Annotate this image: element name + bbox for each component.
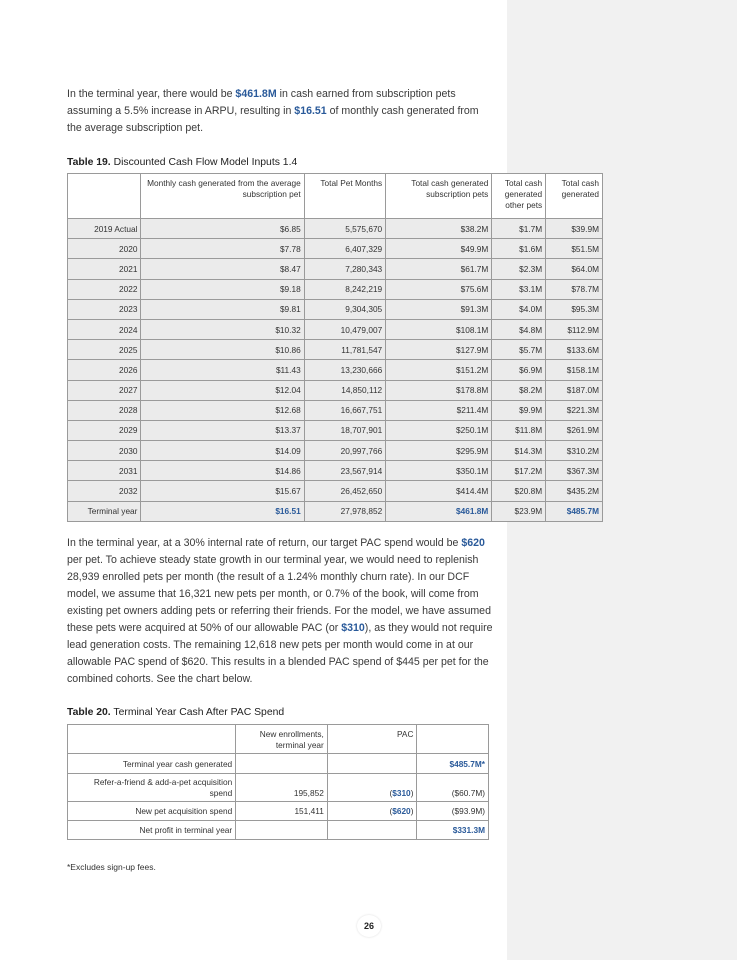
cell-cash-other: $11.8M <box>492 420 546 440</box>
cell-cash-sub: $151.2M <box>386 360 492 380</box>
cell-cash-other: $3.1M <box>492 279 546 299</box>
cell-cash-sub: $295.9M <box>386 441 492 461</box>
cell-cash-other: $8.2M <box>492 380 546 400</box>
cell-total: $485.7M* <box>417 754 489 774</box>
cell-pet-months: 7,280,343 <box>304 259 385 279</box>
cell-cash-other: $4.8M <box>492 319 546 339</box>
cell-pet-months: 27,978,852 <box>304 501 385 521</box>
cell-pet-months: 10,479,007 <box>304 319 385 339</box>
cell-enrollments: 195,852 <box>236 774 328 802</box>
cell-year: 2027 <box>68 380 141 400</box>
cell-total-cash: $485.7M <box>546 501 603 521</box>
header-label <box>68 725 236 754</box>
pac-text-2: per pet. To achieve steady state growth in our terminal year, we would need to replenish 28,939 enrolled pets per month (the result of a 1.24% monthly churn rate). In our DCF model, we assume that 16,321 new pets per month, or 0.7% of the book, will come from existing pet owners adding pets or referring their friends. For the model, we have assumed these pets were acquired at 50% of our allowable PAC (or <box>67 554 491 634</box>
table-row <box>68 219 603 239</box>
table19-caption-text: Discounted Cash Flow Model Inputs 1.4 <box>110 157 298 168</box>
cell-monthly-cash: $9.18 <box>141 279 304 299</box>
pac-value: $620 <box>392 806 411 816</box>
cell-year: 2030 <box>68 441 141 461</box>
header-total-cash: Total cash generated <box>546 174 603 219</box>
cell-year: 2024 <box>68 319 141 339</box>
cell-cash-sub: $49.9M <box>386 239 492 259</box>
row-label: New pet acquisition spend <box>68 802 236 821</box>
cell-monthly-cash: $16.51 <box>141 501 304 521</box>
cell-cash-other: $20.8M <box>492 481 546 501</box>
table-row <box>68 461 603 481</box>
pac-paragraph <box>67 535 493 688</box>
pac-highlight-310: $310 <box>341 622 365 634</box>
table-header-row <box>68 174 603 219</box>
header-monthly-cash: Monthly cash generated from the average subscription pet <box>141 174 304 219</box>
intro-highlight-cash: $461.8M <box>235 88 277 100</box>
cell-cash-sub: $414.4M <box>386 481 492 501</box>
cell-year: 2022 <box>68 279 141 299</box>
cell-monthly-cash: $6.85 <box>141 219 304 239</box>
table-row <box>68 380 603 400</box>
table-row <box>68 774 489 802</box>
cell-year: 2026 <box>68 360 141 380</box>
cell-total-cash: $435.2M <box>546 481 603 501</box>
table-row <box>68 481 603 501</box>
intro-text-1: In the terminal year, there would be <box>67 88 236 100</box>
cell-pet-months: 11,781,547 <box>304 340 385 360</box>
cell-monthly-cash: $10.32 <box>141 319 304 339</box>
table-row <box>68 360 603 380</box>
cell-pac: ($310) <box>327 774 417 802</box>
cell-cash-sub: $91.3M <box>386 299 492 319</box>
cell-total: ($60.7M) <box>417 774 489 802</box>
cell-enrollments <box>236 754 328 774</box>
cell-cash-sub: $211.4M <box>386 400 492 420</box>
cell-year: 2032 <box>68 481 141 501</box>
header-cash-sub-pets: Total cash generated subscription pets <box>386 174 492 219</box>
cell-monthly-cash: $14.86 <box>141 461 304 481</box>
cell-monthly-cash: $14.09 <box>141 441 304 461</box>
table-row <box>68 821 489 840</box>
cell-year: Terminal year <box>68 501 141 521</box>
table-row <box>68 239 603 259</box>
cell-pet-months: 6,407,329 <box>304 239 385 259</box>
header-new-enrollments: New enrollments, terminal year <box>236 725 328 754</box>
cell-year: 2019 Actual <box>68 219 141 239</box>
cell-pac: ($620) <box>327 802 417 821</box>
cell-total-cash: $95.3M <box>546 299 603 319</box>
row-label: Terminal year cash generated <box>68 754 236 774</box>
cell-total-cash: $158.1M <box>546 360 603 380</box>
cell-pet-months: 16,667,751 <box>304 400 385 420</box>
cell-year: 2029 <box>68 420 141 440</box>
cell-monthly-cash: $9.81 <box>141 299 304 319</box>
cell-cash-sub: $461.8M <box>386 501 492 521</box>
table-row <box>68 400 603 420</box>
table-row <box>68 340 603 360</box>
table-row <box>68 299 603 319</box>
page-number: 26 <box>357 915 381 937</box>
pac-value: $310 <box>392 788 411 798</box>
row-label: Refer-a-friend & add-a-pet acquisition spend <box>68 774 236 802</box>
pac-text-3: ), as they would not require lead generation costs. The remaining 12,618 new pets per month would come in at our allowable PAC spend of $620. This results in a blended PAC spend of $445 per pet for the combined cohorts. See the chart below. <box>67 622 493 685</box>
cell-year: 2025 <box>68 340 141 360</box>
cell-total: ($93.9M) <box>417 802 489 821</box>
intro-text-3: of monthly cash generated from the average subscription pet. <box>67 105 479 134</box>
cell-monthly-cash: $12.68 <box>141 400 304 420</box>
table-row <box>68 754 489 774</box>
cell-total-cash: $112.9M <box>546 319 603 339</box>
cell-monthly-cash: $13.37 <box>141 420 304 440</box>
cell-total-cash: $78.7M <box>546 279 603 299</box>
header-pac: PAC <box>327 725 417 754</box>
pac-text-1: In the terminal year, at a 30% internal rate of return, our target PAC spend would be <box>67 537 462 549</box>
cell-pet-months: 5,575,670 <box>304 219 385 239</box>
cell-monthly-cash: $11.43 <box>141 360 304 380</box>
cell-cash-sub: $178.8M <box>386 380 492 400</box>
table-row-terminal <box>68 501 603 521</box>
table20-caption-text: Terminal Year Cash After PAC Spend <box>110 707 285 718</box>
cell-pet-months: 14,850,112 <box>304 380 385 400</box>
intro-text-2: in cash earned from subscription pets assuming a 5.5% increase in ARPU, resulting in <box>67 88 456 117</box>
cell-year: 2021 <box>68 259 141 279</box>
cell-cash-sub: $75.6M <box>386 279 492 299</box>
cell-pac <box>327 754 417 774</box>
terminal-year-cash-table <box>67 724 489 840</box>
header-total <box>417 725 489 754</box>
cell-cash-sub: $61.7M <box>386 259 492 279</box>
table-row <box>68 802 489 821</box>
table-row <box>68 420 603 440</box>
table20-caption-label: Table 20. <box>67 707 111 718</box>
cell-monthly-cash: $15.67 <box>141 481 304 501</box>
cell-total-cash: $64.0M <box>546 259 603 279</box>
intro-highlight-monthly: $16.51 <box>294 105 327 117</box>
header-cash-other-pets: Total cash generated other pets <box>492 174 546 219</box>
cell-cash-other: $1.7M <box>492 219 546 239</box>
table-row <box>68 319 603 339</box>
cell-total-cash: $261.9M <box>546 420 603 440</box>
cell-pac <box>327 821 417 840</box>
cell-cash-sub: $250.1M <box>386 420 492 440</box>
row-label: Net profit in terminal year <box>68 821 236 840</box>
cell-cash-other: $6.9M <box>492 360 546 380</box>
cell-year: 2031 <box>68 461 141 481</box>
cell-total-cash: $367.3M <box>546 461 603 481</box>
table19-caption <box>67 157 297 168</box>
cell-monthly-cash: $10.86 <box>141 340 304 360</box>
cell-pet-months: 23,567,914 <box>304 461 385 481</box>
cell-cash-other: $17.2M <box>492 461 546 481</box>
cell-year: 2020 <box>68 239 141 259</box>
cell-total: $331.3M <box>417 821 489 840</box>
cell-enrollments: 151,411 <box>236 802 328 821</box>
cell-cash-other: $2.3M <box>492 259 546 279</box>
cell-total-cash: $187.0M <box>546 380 603 400</box>
cell-total-cash: $133.6M <box>546 340 603 360</box>
cell-monthly-cash: $12.04 <box>141 380 304 400</box>
cell-cash-sub: $38.2M <box>386 219 492 239</box>
cell-cash-sub: $127.9M <box>386 340 492 360</box>
header-pet-months: Total Pet Months <box>304 174 385 219</box>
cell-pet-months: 13,230,666 <box>304 360 385 380</box>
table-header-row <box>68 725 489 754</box>
cell-total-cash: $310.2M <box>546 441 603 461</box>
cell-total-cash: $39.9M <box>546 219 603 239</box>
cell-year: 2023 <box>68 299 141 319</box>
cell-pet-months: 8,242,219 <box>304 279 385 299</box>
cell-cash-other: $14.3M <box>492 441 546 461</box>
cell-monthly-cash: $8.47 <box>141 259 304 279</box>
cell-monthly-cash: $7.78 <box>141 239 304 259</box>
dcf-inputs-table <box>67 173 603 522</box>
cell-total-cash: $221.3M <box>546 400 603 420</box>
table19-caption-label: Table 19. <box>67 157 111 168</box>
table-row <box>68 259 603 279</box>
cell-year: 2028 <box>68 400 141 420</box>
footnote: *Excludes sign-up fees. <box>67 862 156 872</box>
cell-pet-months: 20,997,766 <box>304 441 385 461</box>
cell-cash-other: $4.0M <box>492 299 546 319</box>
cell-cash-sub: $108.1M <box>386 319 492 339</box>
cell-cash-other: $23.9M <box>492 501 546 521</box>
cell-pet-months: 26,452,650 <box>304 481 385 501</box>
cell-pet-months: 18,707,901 <box>304 420 385 440</box>
header-year <box>68 174 141 219</box>
table-row <box>68 279 603 299</box>
cell-pet-months: 9,304,305 <box>304 299 385 319</box>
cell-cash-sub: $350.1M <box>386 461 492 481</box>
table-row <box>68 441 603 461</box>
cell-cash-other: $9.9M <box>492 400 546 420</box>
table20-caption <box>67 707 284 718</box>
pac-highlight-620: $620 <box>461 537 485 549</box>
cell-total-cash: $51.5M <box>546 239 603 259</box>
cell-cash-other: $1.6M <box>492 239 546 259</box>
cell-enrollments <box>236 821 328 840</box>
cell-cash-other: $5.7M <box>492 340 546 360</box>
intro-paragraph <box>67 86 493 137</box>
